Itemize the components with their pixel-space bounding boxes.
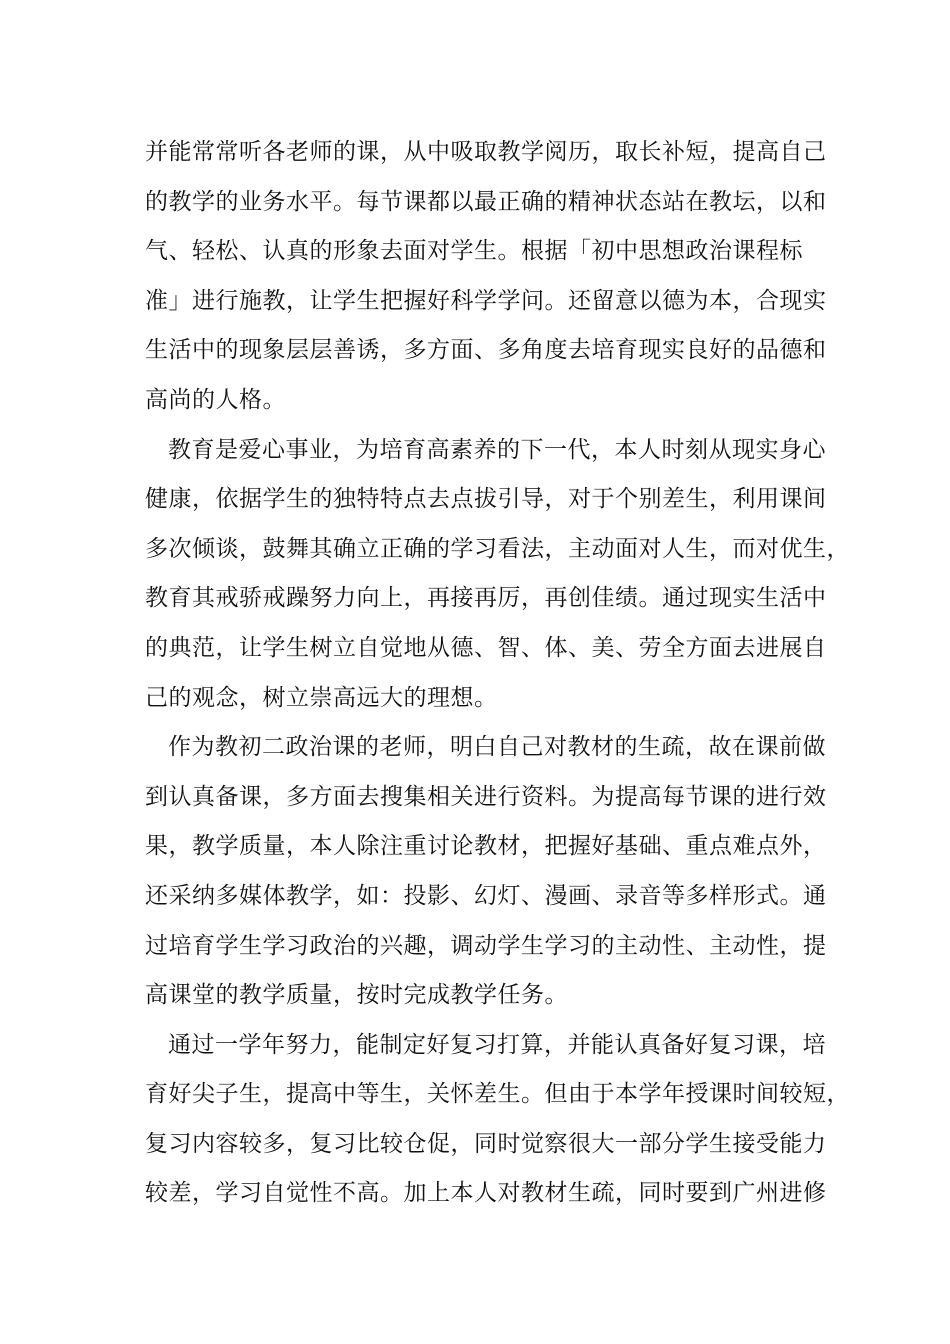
text-line: 并能常常听各老师的课，从中吸取教学阅历，取长补短，提高自己 bbox=[145, 139, 827, 165]
text-line: 复习内容较多，复习比较仓促，同时觉察很大一部分学生接受能力 bbox=[145, 1130, 827, 1157]
text-line: 多次倾谈，鼓舞其确立正确的学习看法，主动面对人生，而对优生， bbox=[145, 535, 850, 562]
text-line: 的典范，让学生树立自觉地从德、智、体、美、劳全方面去进展自 bbox=[145, 634, 827, 661]
text-line: 到认真备课，多方面去搜集相关进行资料。为提高每节课的进行效 bbox=[145, 783, 827, 810]
text-line: 的教学的业务水平。每节课都以最正确的精神状态站在教坛，以和 bbox=[145, 188, 827, 215]
text-line: 己的观念，树立崇高远大的理想。 bbox=[145, 684, 498, 711]
text-line: 育好尖子生，提高中等生，关怀差生。但由于本学年授课时间较短， bbox=[145, 1081, 850, 1108]
text-line: 健康，依据学生的独特特点去点拔引导，对于个别差生，利用课间 bbox=[145, 486, 827, 513]
paragraph-first-line: 教育是爱心事业，为培育高素养的下一代，本人时刻从现实身心 bbox=[168, 436, 826, 463]
text-line: 高课堂的教学质量，按时完成教学任务。 bbox=[145, 982, 568, 1009]
text-line: 过培育学生学习政治的兴趣，调动学生学习的主动性、主动性，提 bbox=[145, 932, 827, 959]
text-line: 较差，学习自觉性不高。加上本人对教材生疏，同时要到广州进修 bbox=[145, 1180, 827, 1207]
text-line: 气、轻松、认真的形象去面对学生。根据「初中思想政治课程标 bbox=[145, 238, 803, 265]
text-line: 准」进行施教，让学生把握好科学学问。还留意以德为本，合现实 bbox=[145, 287, 827, 314]
text-line: 教育其戒骄戒躁努力向上，再接再厉，再创佳绩。通过现实生活中 bbox=[145, 585, 827, 612]
paragraph-first-line: 通过一学年努力，能制定好复习打算，并能认真备好复习课，培 bbox=[168, 1031, 826, 1058]
paragraph-first-line: 作为教初二政治课的老师，明白自己对教材的生疏，故在课前做 bbox=[168, 734, 826, 761]
body-text bbox=[145, 128, 850, 1219]
text-line: 果，教学质量，本人除注重讨论教材，把握好基础、重点难点外， bbox=[145, 833, 827, 860]
text-line: 生活中的现象层层善诱，多方面、多角度去培育现实良好的品德和 bbox=[145, 337, 827, 364]
text-line: 高尚的人格。 bbox=[145, 386, 286, 413]
text-line: 还采纳多媒体教学，如：投影、幻灯、漫画、录音等多样形式。通 bbox=[145, 882, 827, 909]
